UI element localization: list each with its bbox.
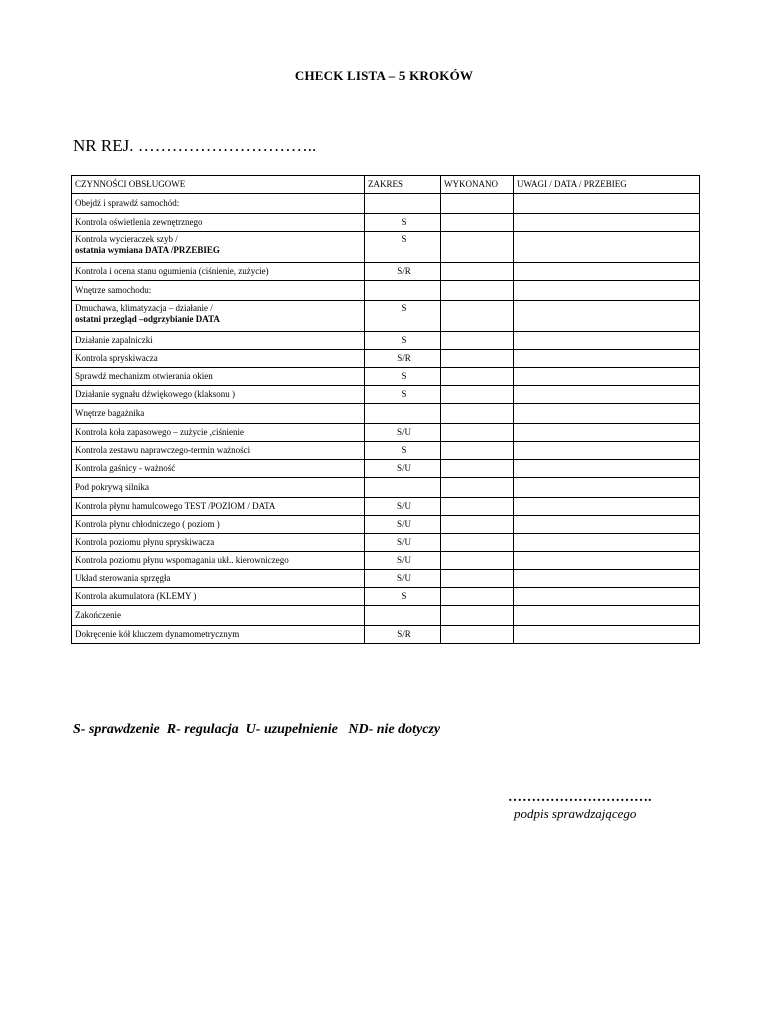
wykonano-cell[interactable] xyxy=(441,606,514,626)
table-row xyxy=(72,424,700,442)
uwagi-cell[interactable] xyxy=(514,332,700,350)
zakres-cell xyxy=(365,606,441,626)
table-row xyxy=(72,478,700,498)
wykonano-cell[interactable] xyxy=(441,516,514,534)
uwagi-cell[interactable] xyxy=(514,606,700,626)
zakres-cell: S xyxy=(365,368,441,386)
zakres-cell: S xyxy=(365,332,441,350)
zakres-cell: S/R xyxy=(365,263,441,281)
table-row xyxy=(72,570,700,588)
wykonano-cell[interactable] xyxy=(441,570,514,588)
section-heading: Wnętrze bagażnika xyxy=(72,404,365,424)
task-label: Kontrola zestawu naprawczego-termin ważności xyxy=(72,442,365,460)
uwagi-cell[interactable] xyxy=(514,263,700,281)
table-row xyxy=(72,263,700,281)
wykonano-cell[interactable] xyxy=(441,301,514,332)
zakres-cell: S/U xyxy=(365,424,441,442)
wykonano-cell[interactable] xyxy=(441,368,514,386)
uwagi-cell[interactable] xyxy=(514,570,700,588)
section-heading: Pod pokrywą silnika xyxy=(72,478,365,498)
uwagi-cell[interactable] xyxy=(514,301,700,332)
task-label: Działanie sygnału dźwiękowego (klaksonu ) xyxy=(72,386,365,404)
table-row xyxy=(72,442,700,460)
zakres-cell: S xyxy=(365,232,441,263)
table-row xyxy=(72,301,700,332)
wykonano-cell[interactable] xyxy=(441,626,514,644)
task-label: Sprawdź mechanizm otwierania okien xyxy=(72,368,365,386)
zakres-cell: S/R xyxy=(365,626,441,644)
uwagi-cell[interactable] xyxy=(514,404,700,424)
task-label: Kontrola i ocena stanu ogumienia (ciśnienie, zużycie) xyxy=(72,263,365,281)
registration-number-field: NR REJ. ………………………….. xyxy=(73,136,317,155)
uwagi-cell[interactable] xyxy=(514,214,700,232)
uwagi-cell[interactable] xyxy=(514,281,700,301)
task-label: Kontrola poziomu płynu wspomagania ukł.. kierowniczego xyxy=(72,552,365,570)
wykonano-cell[interactable] xyxy=(441,424,514,442)
uwagi-cell[interactable] xyxy=(514,588,700,606)
zakres-cell: S xyxy=(365,442,441,460)
task-label: Działanie zapalniczki xyxy=(72,332,365,350)
wykonano-cell[interactable] xyxy=(441,350,514,368)
table-row xyxy=(72,386,700,404)
task-label: Kontrola spryskiwacza xyxy=(72,350,365,368)
uwagi-cell[interactable] xyxy=(514,460,700,478)
zakres-cell: S/R xyxy=(365,350,441,368)
table-row xyxy=(72,498,700,516)
zakres-cell: S xyxy=(365,301,441,332)
task-label: Kontrola poziomu płynu spryskiwacza xyxy=(72,534,365,552)
section-heading: Obejdź i sprawdź samochód: xyxy=(72,194,365,214)
uwagi-cell[interactable] xyxy=(514,368,700,386)
zakres-cell xyxy=(365,281,441,301)
section-heading: Zakończenie xyxy=(72,606,365,626)
wykonano-cell[interactable] xyxy=(441,534,514,552)
task-label: Układ sterowania sprzęgła xyxy=(72,570,365,588)
wykonano-cell[interactable] xyxy=(441,263,514,281)
zakres-cell xyxy=(365,194,441,214)
header-wykonano: WYKONANO xyxy=(441,176,514,194)
zakres-cell: S/U xyxy=(365,460,441,478)
table-row xyxy=(72,606,700,626)
wykonano-cell[interactable] xyxy=(441,588,514,606)
wykonano-cell[interactable] xyxy=(441,386,514,404)
uwagi-cell[interactable] xyxy=(514,534,700,552)
zakres-cell: S/U xyxy=(365,516,441,534)
task-label-line1: Dmuchawa, klimatyzacja – działanie / xyxy=(75,303,213,313)
task-label: Kontrola koła zapasowego – zużycie ,ciśnienie xyxy=(72,424,365,442)
table-row xyxy=(72,232,700,263)
task-label-line2: ostatnia wymiana DATA /PRZEBIEG xyxy=(75,245,220,255)
zakres-cell: S xyxy=(365,588,441,606)
signature-label: podpis sprawdzającego xyxy=(514,806,637,821)
task-label: Dokręcenie kół kluczem dynamometrycznym xyxy=(72,626,365,644)
uwagi-cell[interactable] xyxy=(514,386,700,404)
zakres-cell: S xyxy=(365,214,441,232)
header-zakres: ZAKRES xyxy=(365,176,441,194)
table-row xyxy=(72,404,700,424)
table-row xyxy=(72,552,700,570)
page-title: CHECK LISTA – 5 KROKÓW xyxy=(294,68,474,83)
table-row xyxy=(72,460,700,478)
task-label xyxy=(72,232,365,263)
table-row xyxy=(72,194,700,214)
header-uwagi: UWAGI / DATA / PRZEBIEG xyxy=(514,176,700,194)
wykonano-cell[interactable] xyxy=(441,460,514,478)
zakres-cell: S/U xyxy=(365,498,441,516)
wykonano-cell[interactable] xyxy=(441,442,514,460)
uwagi-cell[interactable] xyxy=(514,442,700,460)
uwagi-cell[interactable] xyxy=(514,350,700,368)
zakres-cell xyxy=(365,478,441,498)
zakres-cell: S/U xyxy=(365,552,441,570)
wykonano-cell[interactable] xyxy=(441,404,514,424)
table-row xyxy=(72,332,700,350)
wykonano-cell[interactable] xyxy=(441,194,514,214)
zakres-cell: S xyxy=(365,386,441,404)
uwagi-cell[interactable] xyxy=(514,194,700,214)
zakres-cell: S/U xyxy=(365,534,441,552)
wykonano-cell[interactable] xyxy=(441,332,514,350)
zakres-cell xyxy=(365,404,441,424)
task-label: Kontrola gaśnicy - ważność xyxy=(72,460,365,478)
task-label-line1: Kontrola wycieraczek szyb / xyxy=(75,234,178,244)
wykonano-cell[interactable] xyxy=(441,478,514,498)
task-label: Kontrola oświetlenia zewnętrznego xyxy=(72,214,365,232)
table-row xyxy=(72,588,700,606)
wykonano-cell[interactable] xyxy=(441,498,514,516)
table-row xyxy=(72,368,700,386)
uwagi-cell[interactable] xyxy=(514,498,700,516)
table-row xyxy=(72,281,700,301)
uwagi-cell[interactable] xyxy=(514,516,700,534)
checklist-table xyxy=(71,175,700,644)
table-row xyxy=(72,350,700,368)
uwagi-cell[interactable] xyxy=(514,626,700,644)
task-label: Kontrola akumulatora (KLEMY ) xyxy=(72,588,365,606)
uwagi-cell[interactable] xyxy=(514,424,700,442)
task-label: Kontrola płynu chłodniczego ( poziom ) xyxy=(72,516,365,534)
section-heading: Wnętrze samochodu: xyxy=(72,281,365,301)
zakres-cell: S/U xyxy=(365,570,441,588)
table-row xyxy=(72,214,700,232)
uwagi-cell[interactable] xyxy=(514,552,700,570)
wykonano-cell[interactable] xyxy=(441,214,514,232)
task-label xyxy=(72,301,365,332)
signature-line: …………………………. xyxy=(508,790,652,805)
wykonano-cell[interactable] xyxy=(441,281,514,301)
task-label: Kontrola płynu hamulcowego TEST /POZIOM / DATA xyxy=(72,498,365,516)
header-czynnosci: CZYNNOŚCI OBSŁUGOWE xyxy=(72,176,365,194)
table-header-row xyxy=(72,176,700,194)
table-row xyxy=(72,534,700,552)
uwagi-cell[interactable] xyxy=(514,478,700,498)
task-label-line2: ostatni przegląd –odgrzybianie DATA xyxy=(75,314,220,324)
wykonano-cell[interactable] xyxy=(441,232,514,263)
table-row xyxy=(72,626,700,644)
table-row xyxy=(72,516,700,534)
legend: S- sprawdzenie R- regulacja U- uzupełnienie ND- nie dotyczy xyxy=(73,722,441,737)
uwagi-cell[interactable] xyxy=(514,232,700,263)
wykonano-cell[interactable] xyxy=(441,552,514,570)
